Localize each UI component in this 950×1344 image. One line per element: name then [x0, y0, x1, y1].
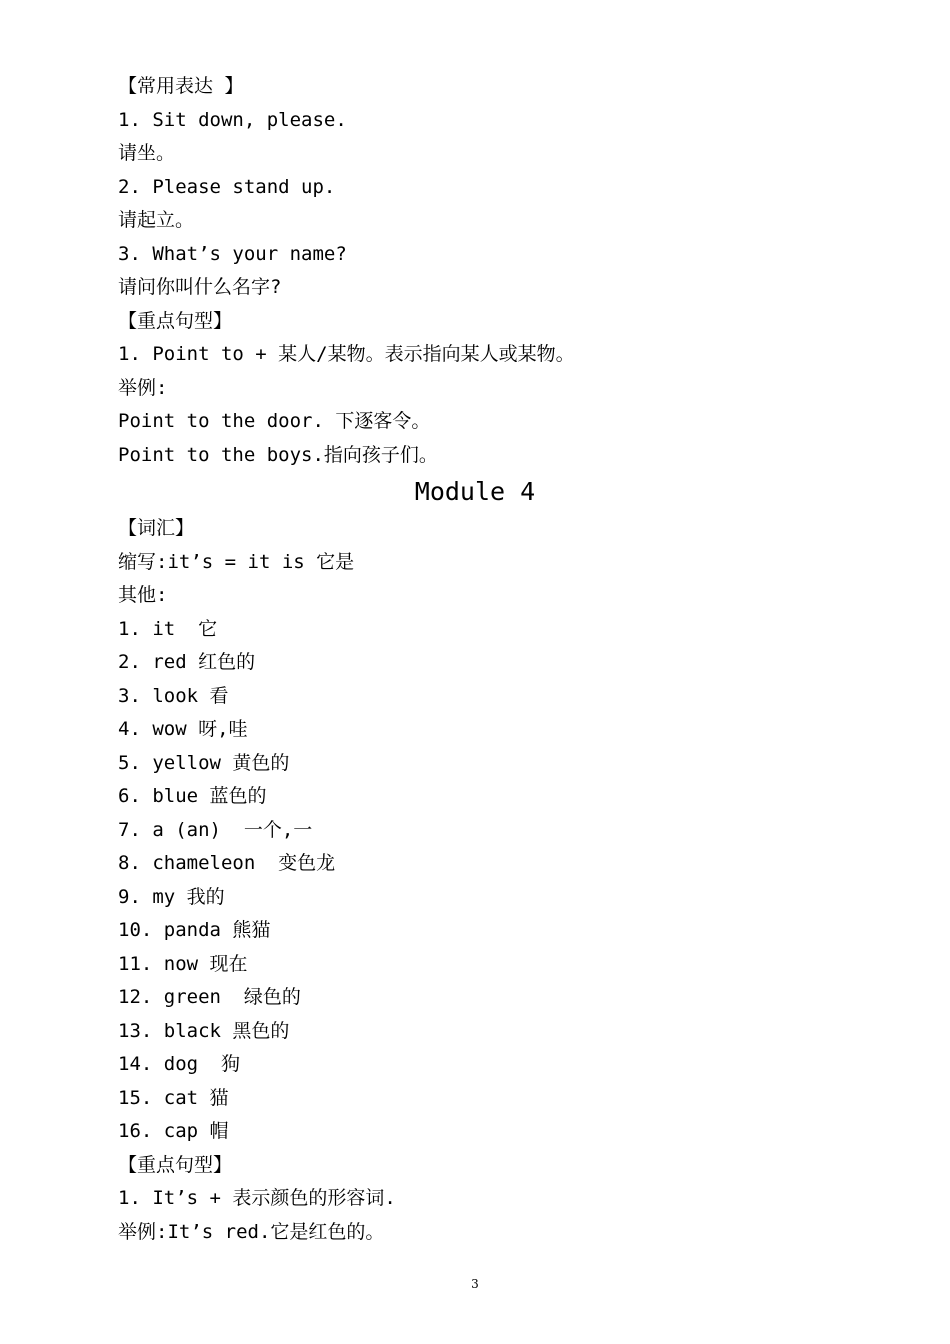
text-line: 2. Please stand up.	[118, 175, 336, 198]
vocab-item: 10. panda 熊猫	[118, 919, 271, 941]
section-heading-key-sentences: 【重点句型】	[118, 1153, 233, 1176]
vocab-item: 6. blue 蓝色的	[118, 785, 267, 807]
module-title: Module 4	[414, 477, 536, 506]
text-line: 请问你叫什么名字?	[118, 276, 282, 298]
text-line: 3. What’s your name?	[118, 242, 347, 265]
text-line: 其他:	[118, 584, 168, 606]
vocab-item: 5. yellow 黄色的	[118, 751, 290, 774]
text-line: 举例:	[118, 376, 168, 399]
text-line: 1. Point to + 某人/某物。表示指向某人或某物。	[118, 343, 575, 365]
vocab-item: 13. black 黑色的	[118, 1019, 290, 1042]
vocab-item: 12. green 绿色的	[118, 986, 301, 1008]
text-line: 请坐。	[118, 142, 176, 164]
section-heading-vocabulary: 【词汇】	[118, 517, 195, 539]
text-line: 请起立。	[118, 209, 195, 231]
vocab-item: 16. cap 帽	[118, 1120, 229, 1142]
vocab-item: 2. red 红色的	[118, 651, 256, 673]
section-heading-key-sentences: 【重点句型】	[118, 309, 233, 332]
text-line: Point to the boys.指向孩子们。	[118, 443, 438, 466]
text-line: 1. Sit down, please.	[118, 108, 347, 131]
vocab-item: 3. look 看	[118, 684, 229, 707]
text-line: Point to the door. 下逐客令。	[118, 410, 431, 432]
vocab-item: 9. my 我的	[118, 885, 225, 908]
section-heading-common-expressions: 【常用表达 】	[118, 75, 244, 97]
vocab-item: 1. it 它	[118, 617, 218, 640]
page-number: 3	[471, 1277, 479, 1291]
vocab-item: 7. a (an) 一个,一	[118, 818, 313, 841]
vocab-item: 4. wow 呀,哇	[118, 718, 248, 740]
vocab-item: 11. now 现在	[118, 952, 248, 975]
vocab-item: 14. dog 狗	[118, 1053, 240, 1075]
text-line: 1. It’s + 表示颜色的形容词.	[118, 1187, 396, 1209]
text-line: 缩写:it’s = it is 它是	[118, 550, 355, 573]
text-line: 举例:It’s red.它是红色的。	[118, 1220, 385, 1243]
vocab-item: 15. cat 猫	[118, 1086, 229, 1109]
vocab-item: 8. chameleon 变色龙	[118, 852, 336, 874]
document-body	[118, 70, 838, 1249]
